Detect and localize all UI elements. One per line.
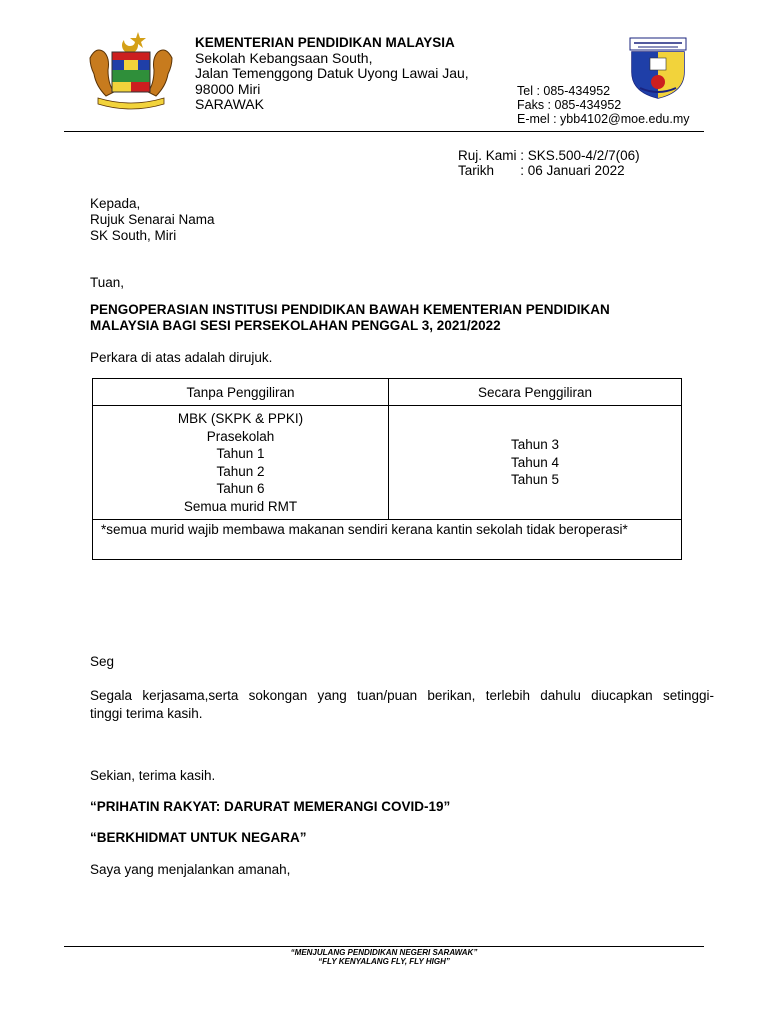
contact-fax: Faks : 085-434952 [517,98,622,112]
closing-text: Sekian, terima kasih. [90,768,216,783]
ministry-name: KEMENTERIAN PENDIDIKAN MALAYSIA [195,35,455,50]
school-name: Sekolah Kebangsaan South, [195,50,373,66]
thanks-line-1: Segala kerjasama,serta sokongan yang tuan/puan berikan, terlebih dahulu diucapkan setinggi- [90,688,714,703]
list-item: MBK (SKPK & PPKI) [177,411,304,426]
list-item: Prasekolah [206,428,275,444]
national-crest-logo [86,30,176,110]
reference-number: Ruj. Kami : SKS.500-4/2/7(06) [458,148,640,163]
recipient-kepada: Kepada, [90,196,141,211]
header-divider [64,131,704,132]
list-item: Tahun 4 [510,454,560,470]
contact-email: E-mel : ybb4102@moe.edu.my [517,112,690,126]
subject-line-2: MALAYSIA BAGI SESI PERSEKOLAHAN PENGGAL 3, 2021/2022 [90,318,501,333]
salutation: Tuan, [90,275,125,290]
subject-line-1: PENGOPERASIAN INSTITUSI PENDIDIKAN BAWAH KEMENTERIAN PENDIDIKAN [90,302,610,317]
list-item: Tahun 5 [510,472,560,488]
list-item: Semua murid RMT [183,498,298,514]
col1-items [93,406,389,520]
col2-header: Secara Penggiliran [389,379,682,406]
address-line-2: 98000 Miri [195,81,261,97]
contact-tel: Tel : 085-434952 [517,84,611,98]
slogan-covid: “PRIHATIN RAKYAT: DARURAT MEMERANGI COVID-19” [90,799,451,814]
signoff-text: Saya yang menjalankan amanah, [90,862,291,877]
intro-text: Perkara di atas adalah dirujuk. [90,350,273,365]
slogan-berkhidmat: “BERKHIDMAT UNTUK NEGARA” [90,830,307,845]
col1-header: Tanpa Penggiliran [93,379,389,406]
recipient-school: SK South, Miri [90,228,177,243]
recipient-name: Rujuk Senarai Nama [90,212,215,227]
seg-text: Seg [90,654,115,669]
col2-items [389,406,682,520]
schedule-table [92,378,682,560]
footer-line-2: “FLY KENYALANG FLY, FLY HIGH” [318,957,450,966]
school-logo [626,34,690,100]
address-state: SARAWAK [195,96,264,112]
list-item: Tahun 2 [216,463,265,479]
footer-divider [64,946,704,947]
list-item: Tahun 1 [216,446,265,461]
thanks-line-2: tinggi terima kasih. [90,706,203,721]
reference-date: Tarikh : 06 Januari 2022 [458,163,625,178]
list-item: Tahun 3 [510,437,560,453]
footer-line-1: “MENJULANG PENDIDIKAN NEGERI SARAWAK” [290,948,478,957]
table-note: *semua murid wajib membawa makanan sendiri kerana kantin sekolah tidak beroperasi* [93,520,682,560]
address-line-1: Jalan Temenggong Datuk Uyong Lawai Jau, [195,65,469,81]
list-item: Tahun 6 [216,481,265,496]
